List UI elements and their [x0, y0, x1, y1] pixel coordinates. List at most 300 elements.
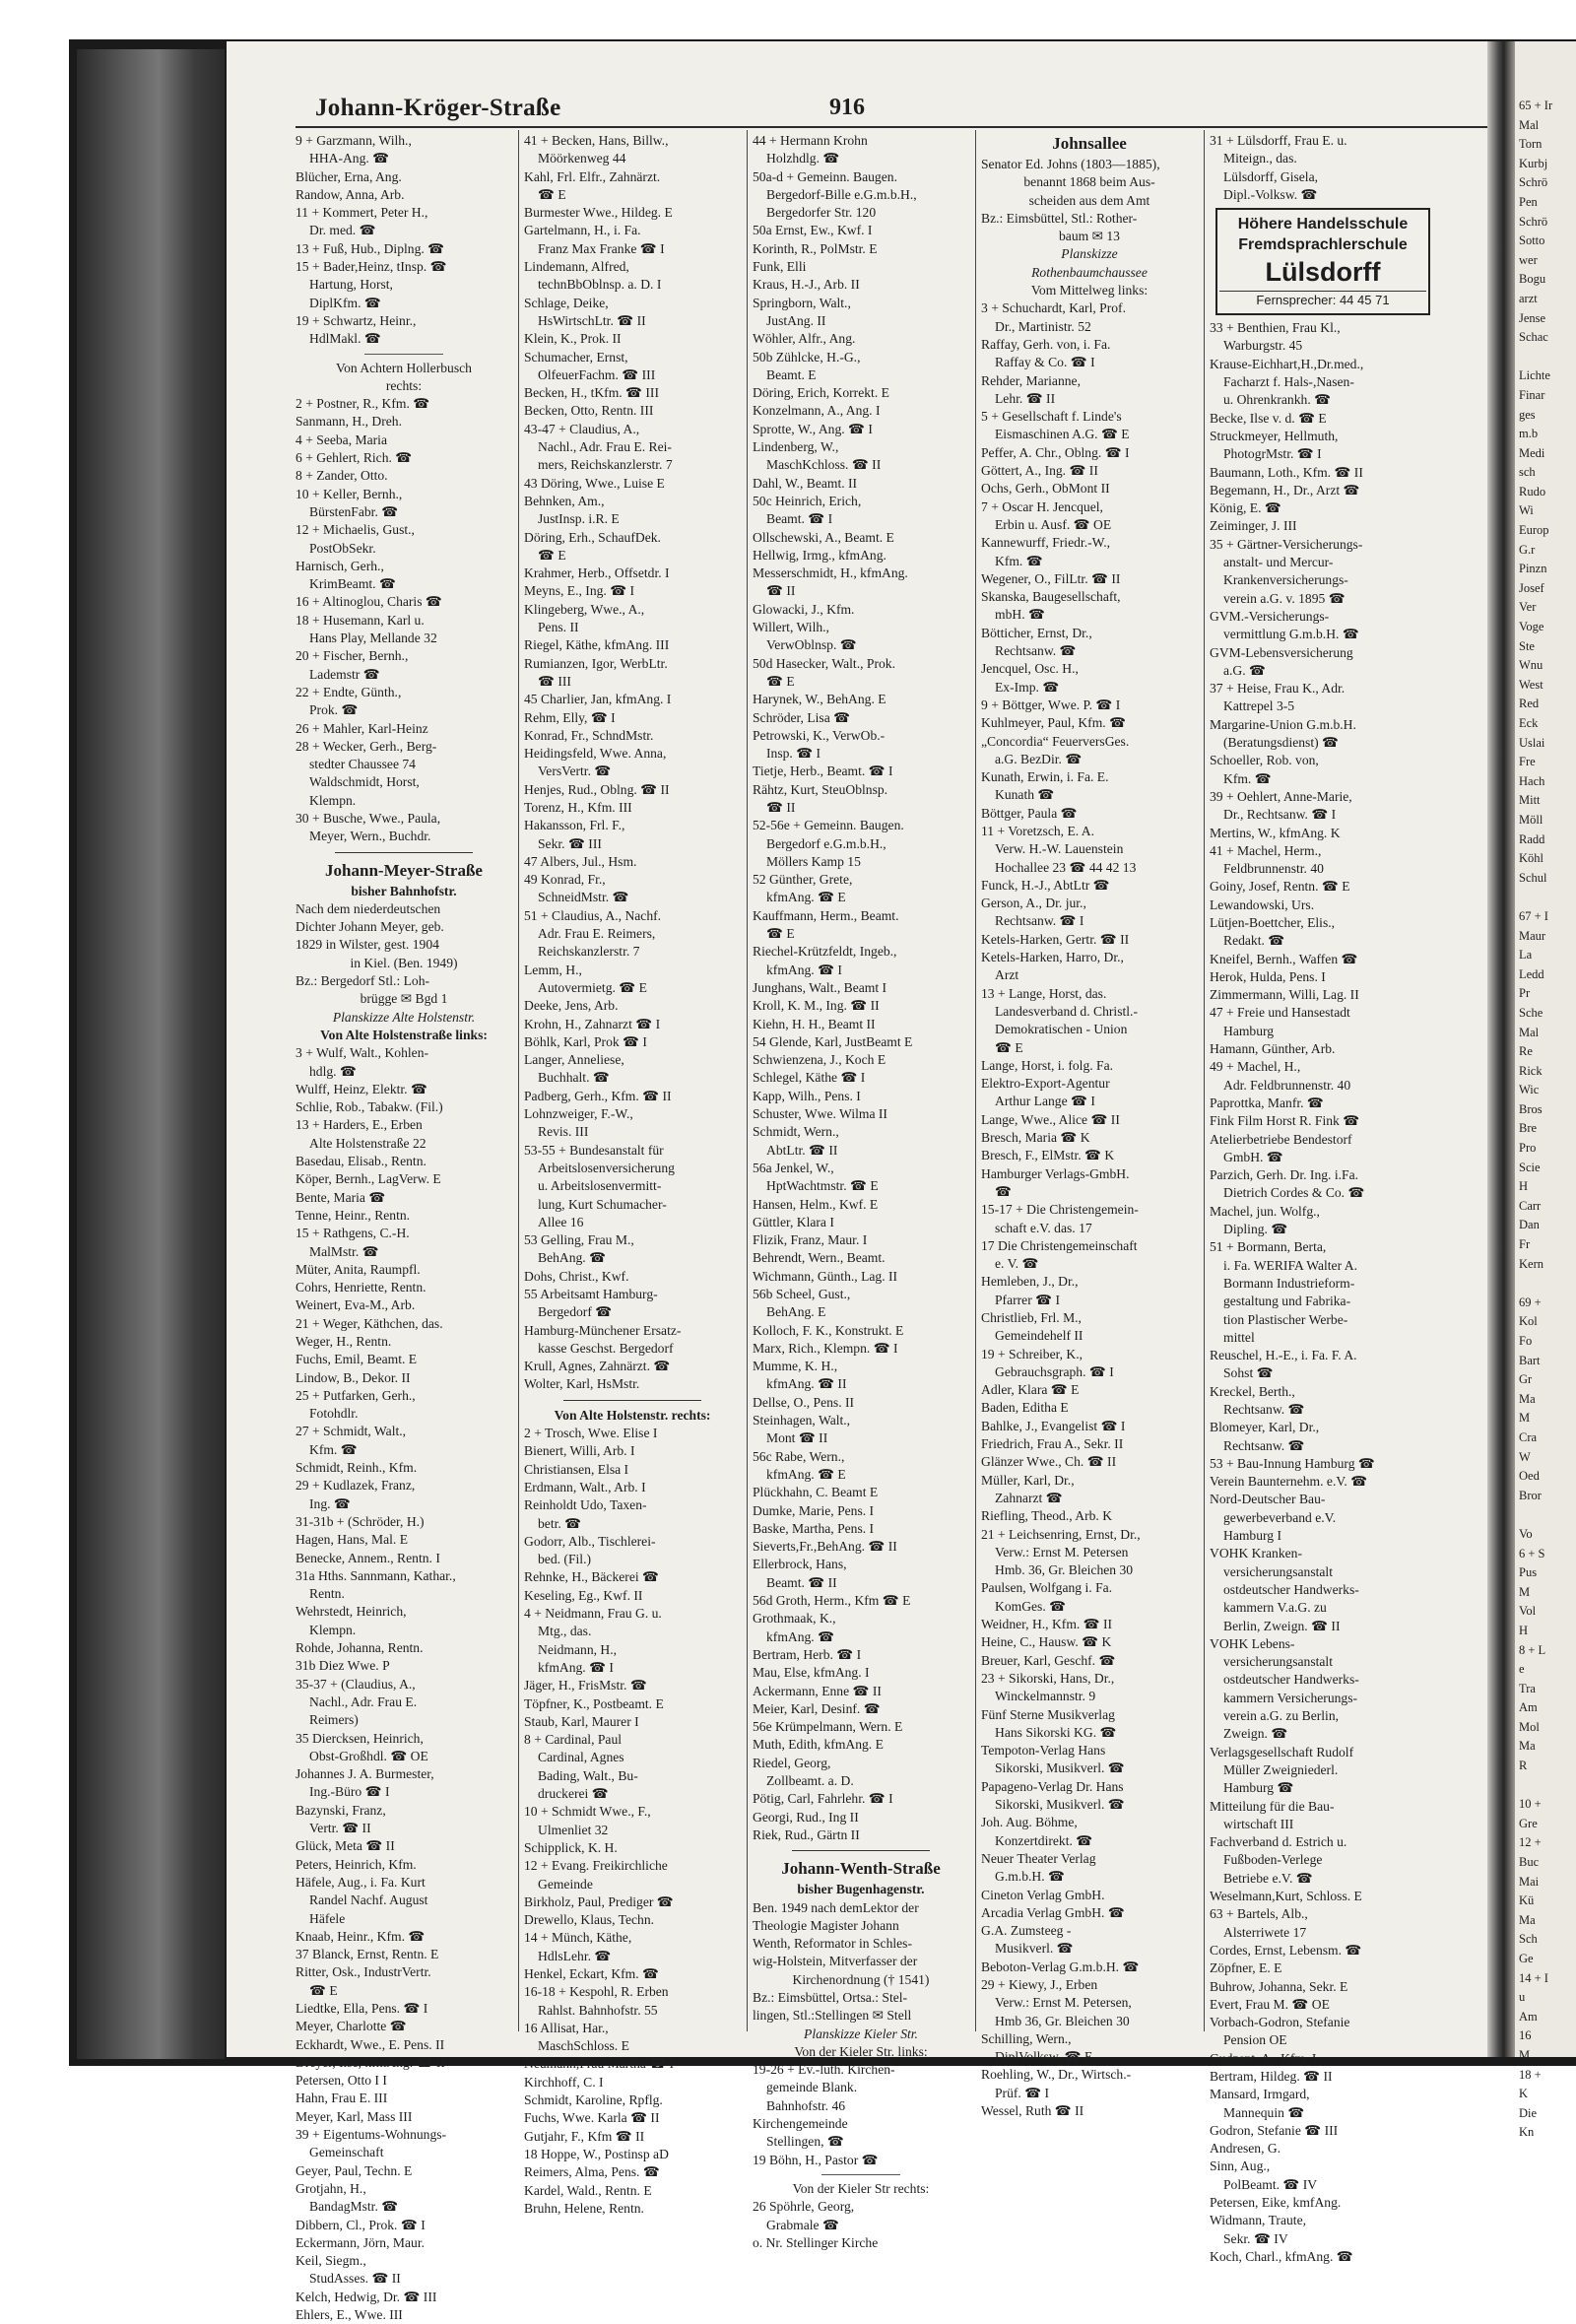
facing-page-fragment: Bre [1519, 1121, 1538, 1136]
directory-entry: in Kiel. (Ben. 1949) [350, 955, 458, 970]
section-divider [792, 1850, 930, 1851]
directory-entry: Ollschewski, A., Beamt. E [753, 529, 894, 545]
directory-entry: ☎ E [995, 1039, 1023, 1055]
directory-entry: Krahmer, Herb., Offsetdr. I [524, 565, 670, 581]
directory-entry: Schwienzena, J., Koch E [753, 1052, 886, 1068]
directory-entry: e. V. ☎ [995, 1256, 1039, 1272]
directory-entry: Skanska, Baugesellschaft, [981, 589, 1121, 605]
directory-entry: Lohnzweiger, F.-W., [524, 1106, 633, 1122]
directory-entry: 50d Hasecker, Walt., Prok. [753, 655, 895, 671]
directory-entry: Jäger, H., FrisMstr. ☎ [524, 1678, 647, 1693]
directory-entry: betr. ☎ [538, 1515, 582, 1531]
directory-entry: Gemeindehelf II [995, 1328, 1084, 1344]
facing-page-fragment: 69 + [1519, 1295, 1542, 1309]
facing-page-fragment: Carr [1519, 1198, 1542, 1213]
facing-page-fragment: Kü [1519, 1893, 1535, 1908]
directory-entry: Bresch, F., ElMstr. ☎ K [981, 1148, 1115, 1163]
directory-entry: Konzertdirekt. ☎ [995, 1832, 1093, 1848]
directory-entry: JustAng. II [766, 312, 826, 328]
directory-entry: Reichskanzlerstr. 7 [538, 944, 640, 960]
directory-entry: Geyer, Paul, Techn. E [296, 2162, 413, 2178]
directory-entry: 50b Zühlcke, H.-G., [753, 349, 861, 365]
directory-entry: Fünf Sterne Musikverlag [981, 1706, 1115, 1722]
directory-entry: Zimmermann, Willi, Lag. II [1210, 987, 1359, 1003]
directory-entry: Nachl., Adr. Frau E. Rei- [538, 439, 672, 455]
directory-entry: kfmAng. ☎ II [766, 1376, 847, 1392]
directory-entry: Güttler, Klara I [753, 1214, 834, 1229]
directory-entry: Rothenbaumchaussee [1031, 264, 1148, 280]
facing-page-fragment: Kol [1519, 1314, 1538, 1329]
facing-page-fragment: Vol [1519, 1604, 1537, 1619]
directory-entry: Prok. ☎ [309, 702, 359, 718]
directory-entry: baum ✉ 13 [1059, 229, 1120, 244]
directory-entry: 10 + Schmidt Wwe., F., [524, 1804, 651, 1820]
directory-entry: Dr., Rechtsanw. ☎ I [1223, 807, 1337, 823]
directory-entry: ostdeutscher Handwerks- [1223, 1672, 1359, 1688]
directory-entry: Verein Baunternehm. e.V. ☎ [1210, 1474, 1368, 1490]
directory-entry: tion Plastischer Werbe- [1223, 1311, 1348, 1327]
directory-entry: Cohrs, Henriette, Rentn. [296, 1280, 427, 1295]
directory-entry: Allee 16 [538, 1214, 584, 1229]
directory-entry: Knaab, Heinr., Kfm. ☎ [296, 1928, 426, 1944]
directory-entry: Raffay, Gerh. von, i. Fa. [981, 336, 1111, 352]
street-header: Johann-Kröger-Straße [315, 95, 561, 121]
facing-page-fragment: Red [1519, 697, 1540, 711]
directory-entry: Meyns, E., Ing. ☎ I [524, 583, 635, 599]
directory-entry: i. Fa. WERIFA Walter A. [1223, 1257, 1357, 1273]
directory-entry: Rahlst. Bahnhofstr. 55 [538, 2002, 658, 2018]
directory-entry: 2 + Postner, R., Kfm. ☎ [296, 396, 430, 412]
directory-entry: Machel, jun. Wolfg., [1210, 1203, 1320, 1219]
directory-entry: 13 + Lange, Horst, das. [981, 985, 1107, 1001]
directory-entry: Goiny, Josef, Rentn. ☎ E [1210, 879, 1350, 895]
facing-page-fragment: Schrö [1519, 214, 1548, 229]
directory-entry: 11 + Voretzsch, E. A. [981, 823, 1095, 838]
directory-entry: ☎ II [766, 799, 796, 815]
directory-entry: Ketels-Harken, Harro, Dr., [981, 950, 1124, 965]
directory-entry: Gemeinschaft [309, 2145, 384, 2160]
directory-entry: 29 + Kiewy, J., Erben [981, 1976, 1098, 1992]
facing-page-fragment: u [1519, 1990, 1526, 2005]
directory-entry: stedter Chaussee 74 [309, 757, 416, 772]
directory-entry: lingen, Stl.:Stellingen ✉ Stell [753, 2008, 912, 2024]
directory-entry: VOHK Lebens- [1210, 1635, 1295, 1651]
header-rule [296, 126, 1487, 128]
directory-entry: technBbOblnsp. a. D. I [538, 277, 662, 293]
directory-entry: Margarine-Union G.m.b.H. [1210, 716, 1356, 732]
directory-entry: 31b Diez Wwe. P [296, 1658, 390, 1674]
directory-entry: Mitteilung für die Bau- [1210, 1798, 1335, 1814]
directory-entry: Wulff, Heinz, Elektr. ☎ [296, 1081, 427, 1096]
directory-entry: Friedrich, Frau A., Sekr. II [981, 1436, 1124, 1452]
directory-entry: Widmann, Traute, [1210, 2213, 1307, 2228]
facing-page-fragment: Eck [1519, 716, 1539, 730]
directory-entry: Verw.: Ernst M. Petersen, [995, 1995, 1132, 2011]
directory-entry: Von Achtern Hollerbusch [336, 360, 472, 375]
directory-entry: 15-17 + Die Christengemein- [981, 1202, 1139, 1218]
facing-page-fragment: e [1519, 1662, 1525, 1677]
facing-page-fragment: Hach [1519, 773, 1545, 788]
facing-page-fragment: M [1519, 2047, 1531, 2062]
directory-entry: verein a.G. v. 1895 ☎ [1223, 590, 1346, 606]
directory-entry: Bormann Industrieform- [1223, 1275, 1355, 1291]
directory-entry: Döring, Erich, Korrekt. E [753, 385, 889, 401]
directory-entry: Joh. Aug. Böhme, [981, 1815, 1078, 1830]
directory-entry: Funk, Elli [753, 259, 807, 275]
directory-entry: Behrendt, Wern., Beamt. [753, 1250, 886, 1266]
directory-entry: a.G. ☎ [1223, 662, 1266, 678]
directory-entry: wig-Holstein, Mitverfasser der [753, 1954, 918, 1969]
directory-entry: Pension OE [1223, 2032, 1287, 2048]
directory-entry: bisher Bahnhofstr. [351, 883, 457, 898]
facing-page-fragment: Lichte [1519, 368, 1550, 383]
directory-entry: ☎ E [766, 926, 795, 942]
directory-entry: Kannewurff, Friedr.-W., [981, 535, 1110, 551]
directory-entry: GVM-Lebensversicherung [1210, 644, 1353, 660]
directory-entry: Müller, Karl, Dr., [981, 1472, 1075, 1488]
directory-entry: Bergedorf e.G.m.b.H., [766, 835, 886, 851]
facing-page-fragment: 65 + Ir [1519, 99, 1553, 112]
facing-page-fragment: Torn [1519, 137, 1543, 152]
facing-page-fragment: G.r [1519, 542, 1536, 557]
column-3 [753, 132, 969, 2252]
directory-entry: Baumann, Loth., Kfm. ☎ II [1210, 464, 1363, 480]
facing-page-fragment: arzt [1519, 291, 1538, 305]
directory-entry: MaschKchloss. ☎ II [766, 457, 882, 473]
directory-entry: Fink Film Horst R. Fink ☎ [1210, 1113, 1360, 1129]
directory-entry: 56e Krümpelmann, Wern. E [753, 1719, 903, 1735]
column-5 [1210, 132, 1436, 2266]
directory-entry: scheiden aus dem Amt [1028, 192, 1150, 208]
facing-page-fragment: Ma [1519, 1391, 1536, 1406]
directory-entry: Adr. Feldbrunnenstr. 40 [1223, 1077, 1351, 1093]
directory-entry: Mau, Else, kfmAng. I [753, 1665, 870, 1681]
directory-entry: Krull, Agnes, Zahnärzt. ☎ [524, 1359, 671, 1374]
directory-entry: Revis. III [538, 1124, 589, 1140]
facing-page-fragment: Ledd [1519, 966, 1544, 981]
directory-entry: Prüf. ☎ I [995, 2085, 1050, 2100]
directory-entry: Bergedorf-Bille e.G.m.b.H., [766, 186, 917, 202]
directory-entry: Rumianzen, Igor, WerbLtr. [524, 655, 668, 671]
directory-entry: Holzhdlg. ☎ [766, 151, 840, 166]
facing-page-fragment: Am [1519, 1700, 1538, 1715]
directory-entry: Erbin u. Ausf. ☎ OE [995, 516, 1112, 532]
ad-line-2: Fremdsprachlerschule [1238, 236, 1408, 254]
directory-entry: Verw.: Ernst M. Petersen [995, 1544, 1129, 1560]
directory-entry: 63 + Bartels, Alb., [1210, 1906, 1308, 1922]
directory-entry: ☎ E [766, 673, 795, 689]
directory-entry: Mertins, W., kfmAng. K [1210, 825, 1341, 840]
facing-page-fragment: Ma [1519, 1739, 1536, 1754]
directory-entry: Gebrauchsgraph. ☎ I [995, 1363, 1114, 1379]
directory-entry: Sanmann, H., Dreh. [296, 414, 402, 430]
directory-entry: Bading, Walt., Bu- [538, 1767, 638, 1783]
facing-page-fragment: 16 [1519, 2028, 1532, 2043]
directory-entry: Von Alte Holstenstraße links: [320, 1027, 488, 1042]
directory-entry: Jencquel, Osc. H., [981, 661, 1079, 677]
directory-entry: Schipplick, K. H. [524, 1839, 618, 1855]
directory-entry: HdlsLehr. ☎ [538, 1948, 612, 1963]
directory-entry: 33 + Benthien, Frau Kl., [1210, 320, 1341, 336]
directory-entry: Möörkenweg 44 [538, 151, 626, 166]
directory-entry: Glück, Meta ☎ II [296, 1838, 395, 1854]
directory-entry: Behnken, Am., [524, 493, 605, 508]
directory-entry: Sekr. ☎ IV [1223, 2230, 1288, 2246]
directory-entry: Struckmeyer, Hellmuth, [1210, 428, 1339, 443]
facing-page-fragment: Ver [1519, 600, 1537, 615]
directory-entry: Beboton-Verlag G.m.b.H. ☎ [981, 1959, 1140, 1974]
directory-entry: Feldbrunnenstr. 40 [1223, 861, 1324, 877]
directory-entry: 39 + Oehlert, Anne-Marie, [1210, 788, 1352, 804]
directory-entry: Sinn, Aug., [1210, 2158, 1271, 2174]
directory-entry: druckerei ☎ [538, 1786, 609, 1802]
facing-page-fragment: Vo [1519, 1526, 1533, 1541]
facing-page-fragment: Fre [1519, 755, 1536, 769]
directory-entry: Willert, Wilh., [753, 620, 829, 635]
directory-entry: Böttger, Paula ☎ [981, 805, 1078, 821]
directory-entry: Hemleben, J., Dr., [981, 1274, 1079, 1290]
directory-entry: „Concordia“ FeuerversGes. [981, 733, 1130, 749]
directory-entry: BehAng. E [766, 1304, 826, 1320]
facing-page-fragment: 6 + S [1519, 1546, 1545, 1560]
directory-entry: BehAng. ☎ [538, 1250, 607, 1266]
directory-entry: Krankenversicherungs- [1223, 572, 1348, 588]
directory-entry: Kapp, Wilh., Pens. I [753, 1088, 861, 1103]
directory-entry: Planskizze Kieler Str. [804, 2025, 918, 2041]
ad-line-1: Höhere Handelsschule [1237, 216, 1409, 233]
directory-entry: Heine, C., Hausw. ☎ K [981, 1634, 1112, 1650]
directory-entry: Langer, Anneliese, [524, 1052, 624, 1068]
directory-entry: Schmidt, Reinh., Kfm. [296, 1460, 418, 1476]
directory-entry: brügge ✉ Bgd 1 [360, 991, 448, 1007]
directory-entry: Adler, Klara ☎ E [981, 1382, 1080, 1398]
directory-entry: Bahlke, J., Evangelist ☎ I [981, 1418, 1126, 1433]
directory-entry: Bertram, Hildeg. ☎ II [1210, 2068, 1333, 2084]
directory-entry: kammern Versicherungs- [1223, 1690, 1358, 1705]
directory-entry: 22 + Endte, Günth., [296, 684, 402, 699]
directory-entry: Johannes J. A. Burmester, [296, 1766, 434, 1782]
directory-entry: Kunath ☎ [995, 787, 1055, 803]
directory-entry: Riefling, Theod., Arb. K [981, 1508, 1113, 1524]
facing-page-fragment: m.b [1519, 427, 1539, 441]
directory-entry: 23 + Sikorski, Hans, Dr., [981, 1670, 1115, 1686]
school-advertisement [1215, 208, 1430, 315]
directory-entry: Mumme, K. H., [753, 1359, 838, 1374]
facing-page-fragment: 12 + [1519, 1835, 1542, 1850]
directory-entry: Vertr. ☎ II [309, 1821, 371, 1836]
directory-entry: Glänzer Wwe., Ch. ☎ II [981, 1454, 1117, 1470]
directory-entry: Eismaschinen A.G. ☎ E [995, 427, 1130, 442]
facing-page-fragment: Sotto [1519, 233, 1545, 248]
directory-entry: Mansard, Irmgard, [1210, 2087, 1310, 2102]
directory-entry: Kuhlmeyer, Paul, Kfm. ☎ [981, 715, 1127, 731]
facing-page-fragment: Pr [1519, 986, 1531, 1001]
directory-entry: 16 + Altinoglou, Charis ☎ [296, 594, 442, 610]
directory-entry: kfmAng. ☎ I [766, 962, 842, 977]
directory-entry: 50a Ernst, Ew., Kwf. I [753, 223, 873, 238]
facing-page-fragment: 10 + [1519, 1797, 1542, 1812]
directory-entry: Grabmale ☎ [766, 2217, 839, 2232]
directory-entry: Randow, Anna, Arb. [296, 186, 405, 202]
facing-page-fragment: 8 + L [1519, 1642, 1546, 1657]
directory-entry: Hagen, Hans, Mal. E [296, 1532, 409, 1548]
directory-entry: Elektro-Export-Agentur [981, 1076, 1110, 1092]
facing-page-fragment: Medi [1519, 445, 1545, 460]
directory-entry: G.A. Zumsteeg - [981, 1923, 1072, 1939]
directory-entry: 9 + Böttger, Wwe. P. ☎ I [981, 697, 1121, 712]
facing-page-fragment: M [1519, 1584, 1531, 1599]
directory-entry: Wenth, Reformator in Schles- [753, 1936, 912, 1952]
directory-entry: Riedel, Georg, [753, 1755, 831, 1770]
directory-entry: Weidner, H., Kfm. ☎ II [981, 1617, 1113, 1632]
directory-entry: Hamburg ☎ [1223, 1780, 1294, 1796]
directory-entry: Bz.: Eimsbüttel, Ortsa.: Stel- [753, 1989, 908, 2005]
column-separator [747, 130, 748, 2031]
facing-page-fragment: Köhl [1519, 851, 1543, 866]
directory-entry: 14 + Münch, Käthe, [524, 1930, 632, 1946]
directory-entry: ostdeutscher Handwerks- [1223, 1581, 1359, 1597]
facing-page-fragment: Radd [1519, 831, 1545, 846]
facing-page-fragment: H [1519, 1623, 1529, 1637]
directory-entry: Gemeinde [538, 1876, 593, 1892]
facing-page-fragment [1515, 348, 1576, 367]
directory-entry: DiplKfm. ☎ [309, 295, 381, 310]
facing-page-fragment: Bogu [1519, 272, 1546, 287]
directory-entry: Petrowski, K., VerwOb.- [753, 727, 886, 743]
directory-entry: Winckelmannstr. 9 [995, 1689, 1096, 1704]
directory-entry: Kraus, H.-J., Arb. II [753, 277, 860, 293]
column-2 [524, 132, 741, 2218]
directory-entry: rechts: [385, 377, 423, 393]
directory-entry: Berlin, Zweign. ☎ II [1223, 1618, 1341, 1633]
section-divider [563, 1400, 701, 1401]
directory-entry: 52-56e + Gemeinn. Baugen. [753, 818, 904, 833]
directory-entry: 16 Allisat, Har., [524, 2020, 609, 2035]
directory-entry: Torenz, H., Kfm. III [524, 799, 632, 815]
directory-entry: Junghans, Walt., Beamt I [753, 979, 887, 995]
directory-entry: HsWirtschLtr. ☎ II [538, 312, 646, 328]
directory-entry: Meier, Karl, Desinf. ☎ [753, 1700, 881, 1716]
facing-page-fragment: Scie [1519, 1160, 1541, 1174]
directory-entry: Bente, Maria ☎ [296, 1189, 386, 1205]
directory-entry: 51 + Claudius, A., Nachf. [524, 907, 662, 923]
directory-entry: Petersen, Otto I I [296, 2073, 387, 2089]
ad-school-name: Lülsdorff [1265, 257, 1381, 288]
facing-page-fragment [1515, 888, 1576, 907]
facing-page-fragment: R [1519, 1759, 1528, 1773]
directory-entry: Kfm. ☎ [1223, 770, 1272, 786]
directory-entry: Pötig, Carl, Fahrlehr. ☎ I [753, 1791, 893, 1807]
directory-entry: benannt 1868 beim Aus- [1023, 174, 1155, 190]
directory-entry: Bergedorfer Str. 120 [766, 205, 877, 221]
directory-entry: Lemm, H., [524, 962, 582, 977]
directory-entry: Töpfner, K., Postbeamt. E [524, 1695, 664, 1711]
directory-entry: 56a Jenkel, W., [753, 1160, 834, 1175]
directory-entry: DiplVolksw. ☎ E [995, 2049, 1093, 2065]
directory-entry: 30 + Busche, Wwe., Paula, [296, 810, 441, 826]
directory-entry: Lehr. ☎ II [995, 390, 1056, 406]
directory-entry: 47 Albers, Jul., Hsm. [524, 853, 637, 869]
facing-page-fragment [1515, 1274, 1576, 1294]
directory-entry: Sohst ☎ [1223, 1365, 1274, 1381]
directory-entry: Bruhn, Helene, Rentn. [524, 2200, 644, 2216]
facing-page-edge [1515, 41, 1576, 2140]
directory-entry: Ben. 1949 nach demLektor der [753, 1899, 919, 1915]
directory-entry: Godorr, Alb., Tischlerei- [524, 1533, 656, 1549]
directory-entry: Pens. II [538, 620, 579, 635]
directory-entry: 8 + Zander, Otto. [296, 468, 388, 484]
directory-entry: 31-31b + (Schröder, H.) [296, 1513, 425, 1529]
directory-entry: 50a-d + Gemeinn. Baugen. [753, 168, 897, 184]
directory-entry: Landesverband d. Christl.- [995, 1003, 1138, 1019]
directory-entry: VersVertr. ☎ [538, 764, 612, 779]
directory-entry: Ehlers, E., Wwe. III [296, 2307, 403, 2323]
directory-entry: Ritter, Osk., IndustrVertr. [296, 1964, 431, 1980]
facing-page-fragment: Oed [1519, 1469, 1540, 1484]
facing-page-fragment: Möll [1519, 812, 1543, 827]
directory-entry: Rentn. [309, 1586, 345, 1602]
directory-entry: Ex-Imp. ☎ [995, 679, 1060, 695]
directory-entry: Zahnarzt ☎ [995, 1490, 1063, 1505]
column-1 [296, 132, 512, 2324]
book-gutter [1487, 41, 1515, 2057]
directory-entry: Dr. med. ☎ [309, 223, 376, 238]
directory-entry: MalMstr. ☎ [309, 1243, 379, 1259]
directory-entry: Meyer, Karl, Mass III [296, 2108, 413, 2124]
directory-entry: Neidmann, H., [538, 1641, 618, 1657]
directory-entry: 27 + Schmidt, Walt., [296, 1424, 407, 1439]
directory-entry: Wegener, O., FilLtr. ☎ II [981, 570, 1121, 586]
directory-entry: Blücher, Erna, Ang. [296, 168, 402, 184]
directory-entry: anstalt- und Mercur- [1223, 555, 1334, 570]
directory-entry: 18 Hoppe, W., Postinsp aD [524, 2146, 669, 2161]
directory-entry: Mannequin ☎ [1223, 2104, 1305, 2120]
facing-page-fragment: Josef [1519, 580, 1544, 595]
directory-entry: Petersen, Eike, kmfAng. [1210, 2195, 1342, 2211]
directory-entry: 56b Scheel, Gust., [753, 1287, 851, 1301]
directory-entry: König, E. ☎ [1210, 500, 1281, 516]
directory-entry: 1829 in Wilster, gest. 1904 [296, 937, 439, 953]
column-separator [975, 130, 976, 2031]
directory-entry: 52 Günther, Grete, [753, 872, 853, 888]
directory-entry: Hartung, Horst, [309, 277, 393, 293]
directory-entry: kammern V.a.G. zu [1223, 1600, 1327, 1616]
directory-entry: 44 + Hermann Krohn [753, 133, 868, 148]
directory-entry: 19 + Schreiber, K., [981, 1346, 1084, 1361]
directory-entry: Pfarrer ☎ I [995, 1292, 1060, 1307]
directory-entry: kfmAng. ☎ E [766, 890, 846, 905]
directory-entry: Paprottka, Manfr. ☎ [1210, 1095, 1324, 1110]
directory-entry: Hans Play, Mellande 32 [309, 631, 437, 646]
facing-page-fragment: Voge [1519, 620, 1544, 634]
directory-entry: Ellerbrock, Hans, [753, 1557, 847, 1572]
directory-entry: 3 + Wulf, Walt., Kohlen- [296, 1045, 429, 1061]
directory-entry: Springborn, Walt., [753, 295, 851, 310]
directory-entry: Riek, Rud., Gärtn II [753, 1826, 860, 1842]
directory-entry: Dreyer, Ilse, kfmAng. ☎ II [296, 2054, 445, 2070]
directory-entry: Cardinal, Agnes [538, 1750, 624, 1765]
directory-entry: Sprotte, W., Ang. ☎ I [753, 421, 873, 436]
street-heading: Johann-Meyer-Straße [325, 860, 483, 880]
directory-entry: Padberg, Gerh., Kfm. ☎ II [524, 1088, 672, 1103]
directory-entry: Kahl, Frl. Elfr., Zahnärzt. [524, 168, 661, 184]
section-divider [364, 354, 443, 355]
directory-entry: Klein, K., Prok. II [524, 331, 622, 347]
directory-entry: Lindow, B., Dekor. II [296, 1369, 411, 1385]
directory-entry: Bienert, Willi, Arb. I [524, 1443, 635, 1459]
directory-entry: 17 Die Christengemeinschaft [981, 1237, 1138, 1253]
directory-entry: 51 + Bormann, Berta, [1210, 1239, 1327, 1255]
